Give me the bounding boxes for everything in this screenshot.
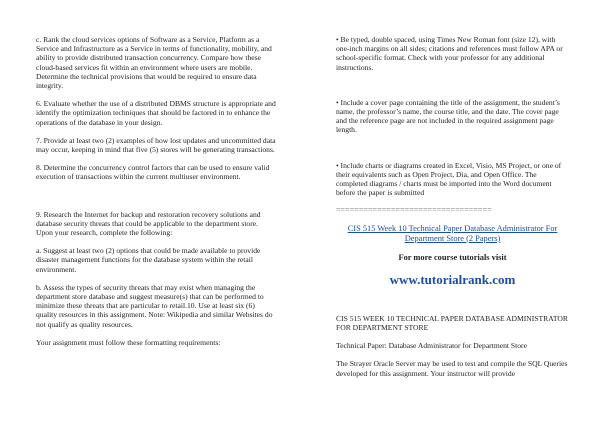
assignment-body: The Strayer Oracle Server may be used to test and compile the SQL Queries developed for this assignment. Your instructor will provide bbox=[336, 359, 568, 378]
assignment-subtitle: Technical Paper: Database Administrator for Department Store bbox=[336, 341, 527, 351]
paragraph-item-6: 6. Evaluate whether the use of a distributed DBMS structure is appropriate and identify the optimization techniques that should be factored in to enhance the operations of the database in your design. bbox=[36, 99, 276, 127]
paragraph-item-a: a. Suggest at least two (2) options that could be made available to provide disaster management functions for the database system within the retail environment. bbox=[36, 246, 261, 274]
paragraph-formatting-intro: Your assignment must follow these formatting requirements: bbox=[36, 337, 221, 347]
right-column bbox=[336, 0, 569, 378]
bullet-cover-page: • Include a cover page containing the title of the assignment, the student’s name, the professor’s name, the course title, and the date. The cover page and the reference page are not included in the required assignment page length. bbox=[336, 97, 560, 135]
website-link[interactable]: www.tutorialrank.com bbox=[389, 271, 516, 287]
paragraph-item-9: 9. Research the Internet for backup and restoration recovery solutions and database security threats that could be applicable to the department store. Upon your research, complete the following: bbox=[36, 209, 261, 238]
bullet-formatting: • Be typed, double spaced, using Times New Roman font (size 12), with one-inch margins on all sides; citations and references must follow APA or school-specific format. Check with your professor for any additional instructions. bbox=[336, 35, 563, 72]
course-title-link[interactable]: CIS 515 Week 10 Technical Paper Database Administrator For Department Store (2 Papers) bbox=[347, 223, 558, 243]
separator-line: ================================== bbox=[336, 205, 492, 215]
paragraph-item-b: b. Assess the types of security threats that may exist when managing the department store database and suggest measure(s) that can be performed to minimize these threats that are particular to retail.10. Use at least six (6) quality resources in this assignment. Note: Wikipedia and similar Websites do not qualify as quality resources. bbox=[36, 282, 273, 329]
left-column bbox=[36, 0, 276, 347]
paragraph-item-c: c. Rank the cloud services options of Software as a Service, Platform as a Service and Infrastructure as a Service in terms of functionality, mobility, and ability to provide distributed transaction concurrency. Compare how these cloud-based services fit within an environment where users are mobile. Determine the technical provisions that would be required to ensure data integrity. bbox=[36, 35, 272, 91]
more-tutorials-text: For more course tutorials visit bbox=[398, 252, 507, 262]
paragraph-item-7: 7. Provide at least two (2) examples of how lost updates and uncommitted data may occur, keeping in mind that five (5) stores will be generating transactions. bbox=[36, 135, 276, 155]
assignment-heading: CIS 515 WEEK 10 TECHNICAL PAPER DATABASE ADMINISTRATOR FOR DEPARTMENT STORE bbox=[336, 313, 568, 333]
paragraph-item-8: 8. Determine the concurrency control factors that can be used to ensure valid execution of transactions within the current multiuser environment. bbox=[36, 163, 270, 182]
bullet-charts: • Include charts or diagrams created in Excel, Visio, MS Project, or one of their equivalents such as Open Project, Dia, and Open Office. The completed diagrams / charts must be imported into the Word document before the paper is submitted bbox=[336, 160, 562, 198]
